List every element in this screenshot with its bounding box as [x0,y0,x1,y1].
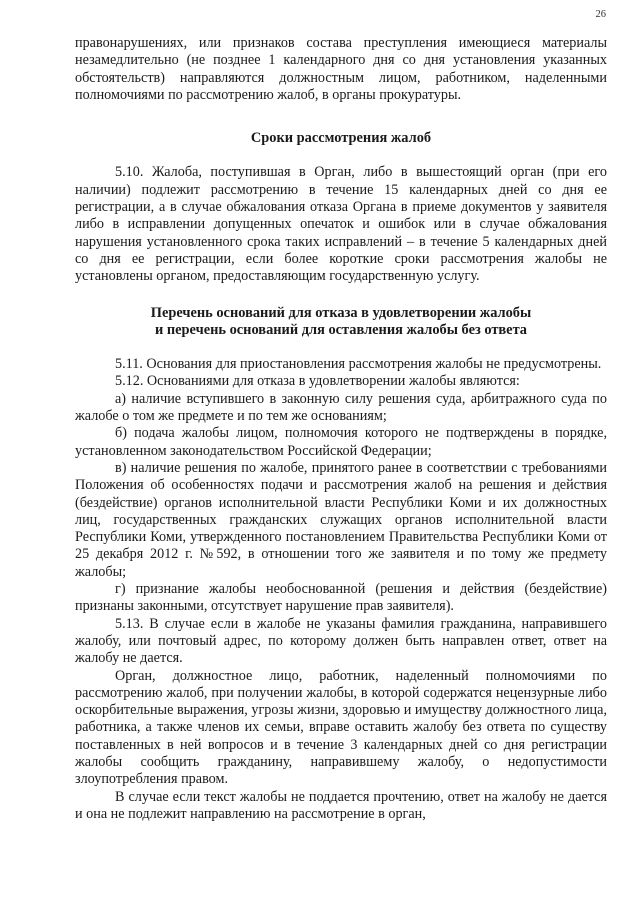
paragraph-5-12: 5.12. Основаниями для отказа в удовлетворении жалобы являются: [115,373,520,390]
section-heading-refusal-line-1: Перечень оснований для отказа в удовлетворении жалобы [150,304,532,321]
list-item-b: б) подача жалобы лицом, полномочия которого не подтверждены в порядке, установленном законодательством Российской Федерации; [75,425,607,459]
paragraph-unreadable-text: В случае если текст жалобы не поддается прочтению, ответ на жалобу не дается и она не подлежит направлению на рассмотрение в орган, [75,788,607,822]
page-content [75,35,607,823]
section-heading-refusal-grounds [75,305,607,340]
section-heading-time-limits: Сроки рассмотрения жалоб [250,130,432,147]
paragraph-5-11: 5.11. Основания для приостановления рассмотрения жалобы не предусмотрены. [115,356,602,373]
section-heading-refusal-line-2: и перечень оснований для оставления жалобы без ответа [154,321,528,338]
paragraph-5-13: 5.13. В случае если в жалобе не указаны фамилия гражданина, направившего жалобу, или почтовый адрес, по которому должен быть направлен ответ, ответ на жалобу не дается. [75,615,607,667]
intro-paragraph: правонарушениях, или признаков состава преступления имеющиеся материалы незамедлительно (не позднее 1 календарного дня со дня установления указанных обстоятельств) направляются должностным лицом, работником, наделенными полномочиями по рассмотрению жалоб, в органы прокуратуры. [75,35,607,103]
paragraph-5-10: 5.10. Жалоба, поступившая в Орган, либо в вышестоящий орган (при его наличии) подлежит рассмотрению в течение 15 календарных дней со дня ее регистрации, а в случае обжалования отказа Органа в приеме документов у заявителя либо в исправлении допущенных опечаток и ошибок или в случае обжалования нарушения установленного срока таких исправлений – в течение 5 календарных дней со дня ее регистрации, если более короткие сроки рассмотрения жалобы не установлены органом, предоставляющим государственную услугу. [75,164,607,285]
list-item-v: в) наличие решения по жалобе, принятого ранее в соответствии с требованиями Положения об особенностях подачи и рассмотрения жалоб на решения и действия (бездействие) органов исполнительной власти Республики Коми и их должностных лиц, государственных гражданских служащих органов исполнительной власти Республики Коми, утвержденного постановлением Правительства Республики Коми от 25 декабря 2012 г. №592, в отношении того же заявителя и по тому же предмету жалобы; [75,459,607,580]
list-item-g: г) признание жалобы необоснованной (решения и действия (бездействие) признаны законными, отсутствует нарушение прав заявителя). [75,581,607,615]
list-item-a: а) наличие вступившего в законную силу решения суда, арбитражного суда по жалобе о том же предмете и по тем же основаниям; [75,390,607,425]
paragraph-organ-rights: Орган, должностное лицо, работник, наделенный полномочиями по рассмотрению жалоб, при получении жалобы, в которой содержатся нецензурные либо оскорбительные выражения, угрозы жизни, здоровью и имуществу должностного лица, работника, а также членов их семьи, вправе оставить жалобу без ответа по существу поставленных в ней вопросов и в течение 3 календарных дней со дня регистрации жалобы сообщить гражданину, направившему жалобу, о недопустимости злоупотребления правом. [75,667,607,788]
page-number: 26 [595,9,606,20]
